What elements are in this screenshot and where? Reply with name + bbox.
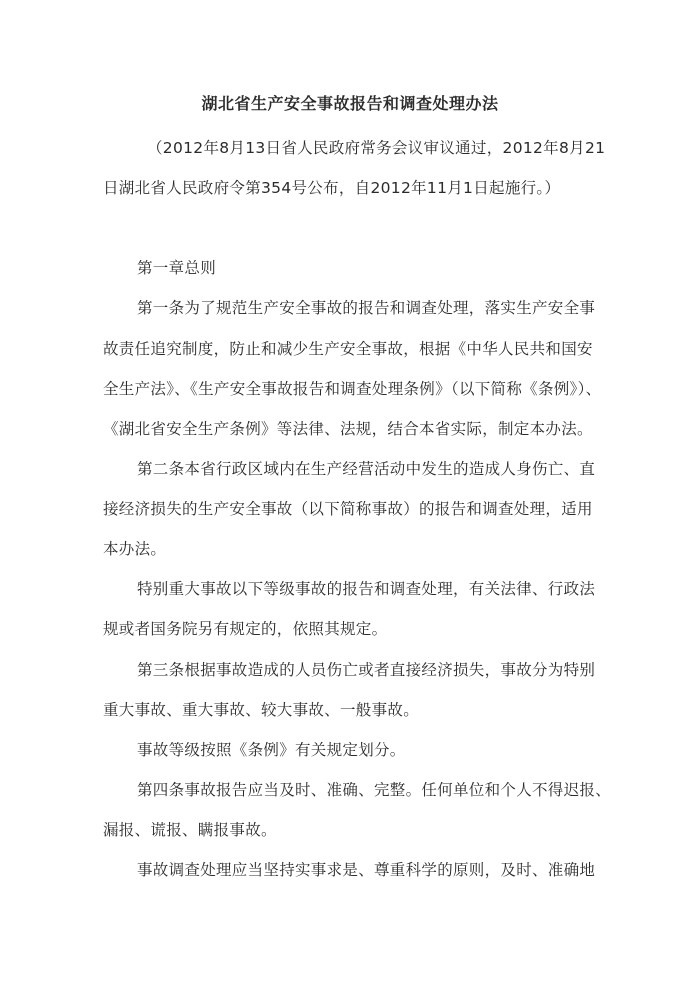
article-2-para-2-line-2: 规或者国务院另有规定的，依照其规定。 (103, 620, 388, 638)
subtitle-line-1: （2012年8月13日省人民政府常务会议审议通过，2012年8月21 (147, 139, 606, 157)
subtitle-line-2: 日湖北省人民政府令第354号公布，自2012年11月1日起施行。） (103, 179, 561, 197)
article-1-line-4: 《湖北省安全生产条例》等法律、法规，结合本省实际，制定本办法。 (103, 420, 593, 438)
article-1-line-1: 第一条为了规范生产安全事故的报告和调查处理，落实生产安全事 (137, 299, 596, 317)
article-2-line-3: 本办法。 (103, 540, 167, 558)
article-2-para-2-line-1: 特别重大事故以下等级事故的报告和调查处理，有关法律、行政法 (137, 580, 596, 598)
article-4-para-2-line-1: 事故调查处理应当坚持实事求是、尊重科学的原则，及时、准确地 (137, 861, 596, 879)
article-3-line-1: 第三条根据事故造成的人员伤亡或者直接经济损失，事故分为特别 (137, 661, 596, 679)
article-2-line-2: 接经济损失的生产安全事故（以下简称事故）的报告和调查处理，适用 (103, 500, 593, 518)
article-4-line-1: 第四条事故报告应当及时、准确、完整。任何单位和个人不得迟报、 (137, 781, 612, 799)
article-3-line-2: 重大事故、重大事故、较大事故、一般事故。 (103, 701, 420, 719)
chapter-heading: 第一章总则 (137, 259, 217, 277)
article-3-para-2-line-1: 事故等级按照《条例》有关规定划分。 (137, 741, 406, 759)
article-4-line-2: 漏报、谎报、瞒报事故。 (103, 821, 277, 839)
article-1-line-3: 全生产法》、《生产安全事故报告和调查处理条例》（以下简称《条例》）、 (103, 380, 602, 398)
article-1-line-2: 故责任追究制度，防止和减少生产安全事故，根据《中华人民共和国安 (103, 340, 593, 358)
document-title: 湖北省生产安全事故报告和调查处理办法 (201, 94, 499, 113)
article-2-line-1: 第二条本省行政区域内在生产经营活动中发生的造成人身伤亡、直 (137, 460, 596, 478)
